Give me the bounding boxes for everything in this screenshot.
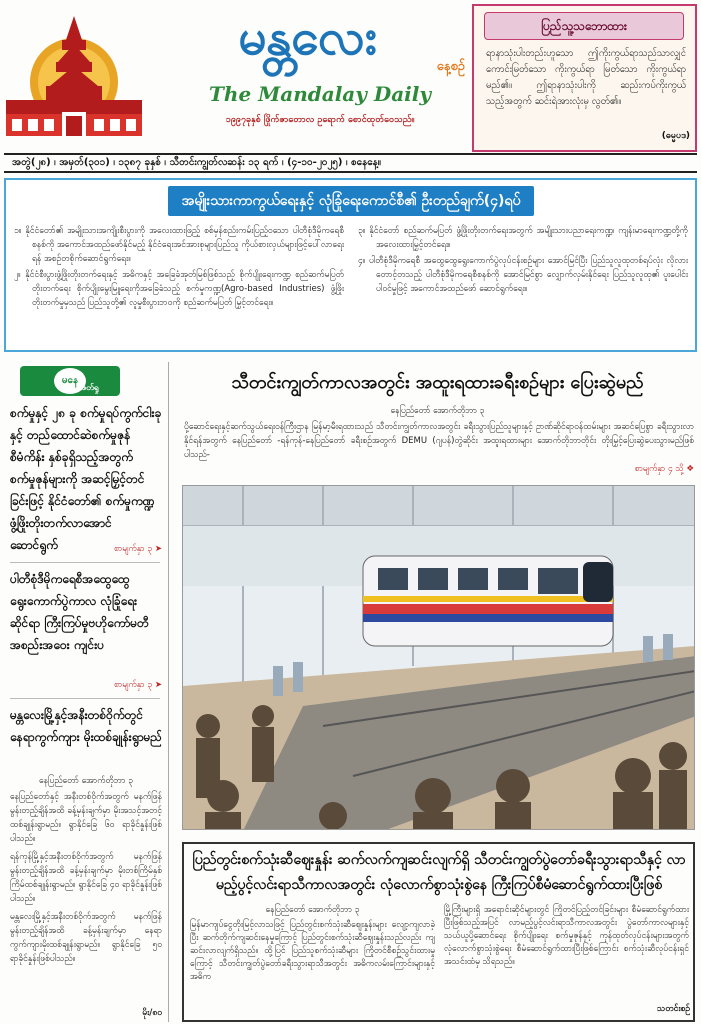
sidebar-divider (10, 562, 160, 563)
weather-paragraph: နေပြည်တော်နှင့် အနီးတစ်ဝိုက်အတွက် မနက်ဖြန်မွန်းတည့်ချိန်အထိ ခန့်မှန်းချက်မှာ မိုးအသင့်အတင့်ထစ်ချုန်းရွာမည်။ ရွာနိုင်ခြေ ၆၀ ရာခိုင်နှုန်းဖြစ်ပါသည်။ (10, 792, 162, 844)
sidebar-story-election: ပါတီစုံဒီမိုကရေစီအထွေထွေ ရွေးကောက်ပွဲကာလ လုံခြုံရေးဆိုင်ရာ ကြီးကြပ်မှုဗဟိုကော်မတီ အစည်းအဝေး ကျင်းပ (10, 572, 149, 652)
masthead-daily-label: နေ့စဉ် (436, 59, 465, 74)
objective-text: နိုင်ငံတော် စည်ဆက်မပြတ် ဖွံ့ဖြိုးတိုးတက်ရေးအတွက် အမျိုးသားပညာရေးကဏ္ဍ၊ ကျန်းမာရေးကဏ္ဍတို့ကို အလေးထားမြှင့်တင်ရေး။ (369, 226, 689, 250)
objective-number: ၃။ (358, 226, 366, 236)
mandalay-palace-logo (4, 4, 144, 144)
sidebar-story-election-more[interactable]: စာမျက်နှာ ၃ ➤ (114, 680, 162, 690)
fuel-price-story-body-1: မြန်မာကျပ်ငွေတိုးမြင့်လာသဖြင့် ပြည်တွင်းစက်သုံးဆီဈေးနှုန်းများ လျော့ကျလာခဲ့ပြီး ဆက်တိုက်ကျဆင်းနေမှုကြောင့် ပြည်တွင်းစက်သုံးဆီဈေးနှုန်းသည်လည်း ကျဆင်းလာလျက်ရှိသည်။ ထို့ပြင် ပြည်သူစက်သုံးဆီများ ကြိုတင်စီစဉ်သွင်းထားမှုကြောင့် သီတင်းကျွတ်ပွဲတော်ခရီးသွားရာသီအတွင်း အဓိကလမ်းကြောင်းများနှင့် အဓိက (190, 920, 435, 982)
sidebar-divider (10, 698, 160, 699)
sidebar-story-weather-byline: နေပြည်တော် အောက်တိုဘာ ၃ (39, 776, 133, 786)
sidebar-story-weather-sign: မိုး/၈၀ (142, 1008, 162, 1018)
masthead-english-title: The Mandalay Daily (209, 82, 431, 106)
sidebar-story-industry: စက်မှုနှင့် ၂၈ ခု စက်မှုရပ်ကွက်ငါးခုနှင့် တည်ထောင်ဆဲစက်မှုဇုန်စီမံကိန်း နှစ်ခုရှိသည့်အတွက် စက်မှုဇုန်များကို အဆင့်မြှင့်တင်ခြင်းဖြင့် နိုင်ငံတော်၏ စက်မှုကဏ္ဍ ဖွံ့ဖြိုးတိုးတက်လာအောင် ဆောင်ရွက် (10, 406, 162, 552)
train-story-more[interactable]: စာမျက်နှာ ၄ သို့ ❖ (634, 464, 694, 474)
objective-item (358, 254, 688, 296)
train-story-headline: သီတင်းကျွတ်ကာလအတွင်း အထူးရထားခရီးစဉ်များ ပြေးဆွဲမည် (231, 372, 644, 393)
objective-item (14, 224, 344, 266)
masthead-title: မန္တလေး (238, 7, 377, 66)
objective-number: ၄။ (358, 256, 366, 266)
peoples-desire-body: ရာနာသုံးပါးတည်းဟူသော ဤကိုးကွယ်ရာသည်သာလျှင် ကောင်းမြတ်သော ကိုးကွယ်ရာ မြတ်သော ကိုးကွယ်ရာမည်၏။ ဤရာနာသုံးပါးကို ဆည်းကပ်ကိုးကွယ်သည့်အတွက် ဆင်းရဲအားလုံးမှ လွတ်၏။ (486, 48, 686, 107)
train-story-byline: နေပြည်တော် အောက်တိုဘာ ၃ (390, 406, 485, 416)
weather-paragraph: ရန်ကုန်မြို့နှင့်အနီးတစ်ဝိုက်အတွက် မနက်ဖြန်မွန်းတည့်ချိန်အထိ ခန့်မှန်းချက်မှာ မိုးတစ်ကြိမ်နှစ်ကြိမ်ထစ်ချုန်းရွာမည်။ ရွာနိုင်ခြေ ၄၀ ရာခိုင်နှုန်းဖြစ်ပါသည်။ (10, 852, 162, 904)
objective-item (358, 224, 688, 252)
fuel-price-story-right-column (444, 904, 689, 1016)
fuel-price-story-left-column (190, 904, 435, 1016)
weather-paragraph: မန္တလေးမြို့နှင့်အနီးတစ်ဝိုက်အတွက် မနက်ဖြန်မွန်းတည့်ချိန်အထိ ခန့်မှန်းချက်မှာ နေရာကွက်ကျားမိုးထစ်ချုန်းရွာမည်။ ရွာနိုင်ခြေ ၅၀ ရာခိုင်နှုန်းဖြစ်ပါသည်။ (10, 912, 162, 964)
peoples-desire-heading: ပြည်သူ့သဘောထား (484, 12, 684, 40)
sidebar-story-industry-more[interactable]: စာမျက်နှာ ၃ ➤ (114, 544, 162, 554)
objective-text: နိုင်ငံစီးပွားဖွံ့ဖြိုးတိုးတက်ရေးနှင့် အဓိကနှင့် အခြေခံအုတ်မြစ်ဖြစ်သည့် စိုက်ပျိုးရေးကဏ္ဍ စည်ဆက်မပြတ်တိုးတက်ရေး စိုက်ပျိုးမွေးမြူရေးကိုအခြေခံသည့် စက်မှုကဏ္ဍ(Agro-based Industries) ဖွံ့ဖြိုးတိုးတက်မှုမှသည် ပြည်သူတို့၏ လူမှုစီးပွားဘဝကို စည်ဆက်မပြတ် မြှင့်တင်ရေး။ (25, 270, 345, 308)
issue-dateline: အတွဲ(၂၈) ၊ အမှတ်(၃၀၁) ၊ ၁၃၈၇ ခုနှစ် ၊ သီတင်းကျွတ်လဆန်း ၁၃ ရက် ၊ (၄-၁၀-၂၀၂၅) ၊ စနေနေ့။ (4, 153, 697, 173)
fuel-price-story-byline: နေပြည်တော် အောက်တိုဘာ ၃ (265, 905, 360, 915)
objectives-title: အမျိုးသားကာကွယ်ရေးနှင့် လုံခြုံရေးကောင်စီ၏ ဦးတည်ချက်(၄)ရပ် (168, 186, 534, 216)
fuel-price-story-headline: ပြည်တွင်းစက်သုံးဆီဈေးနှုန်း ဆက်လက်ကျဆင်းလျက်ရှိ သီတင်းကျွတ်ပွဲတော်ခရီးသွားရာသီနှင့် လာမည့်ပွင့်လင်းရာသီကာလအတွင်း လုံလောက်စွာသုံးစွဲနေ ကြီးကြပ်စီမံဆောင်ရွက်ထားပြီးဖြစ် (192, 852, 686, 893)
peoples-desire-source: (ဓမ္မပဒ) (661, 131, 690, 141)
objective-text: ပါတီစုံဒီမိုကရေစီ အထွေထွေရွေးကောက်ပွဲလုပ်ငန်းစဉ်များ အောင်မြင်ပြီး ပြည်သူလူထုတစ်ရပ်လုံး လိုလားတောင့်တသည့် ပါတီစုံဒီမိုကရေစီစနစ်ကို အောင်မြင်စွာ လျှောက်လှမ်းနိုင်ရေး ပြည်သူလူထု၏ ပူးပေါင်းပါဝင်မှုဖြင့် အကောင်အထည်ဖော် ဆောင်ရွက်ရေး။ (368, 256, 689, 294)
masthead-founded-line: ၁၉၉၇ခုနှစ် ဖြိုက်ဇာတောလ ဥရောက် စောင်ထုတ်ဝေသည်။ (225, 115, 415, 125)
fuel-price-story-body-2: မြို့ကြီးများရှိ အရောင်းဆိုင်များတွင် ကြိုတင်ပြည့်တင်ခြင်းများ စီမံဆောင်ရွက်ထားပြီးဖြစ်သည့်အပြင် လာမည့်ပွင့်လင်းရာသီကာလအတွင်း ပွဲတော်ကာလများနှင့် သယ်ယူပို့ဆောင်ရေး စိုက်ပျိုးရေး စက်မှုဇုန်နှင့် ကုန်ထုတ်လုပ်ငန်းများအတွက် လုံလောက်စွာသုံးစွဲရေး စီမံဆောင်ရွက်ထားပြီးဖြစ်ကြောင်း စက်သုံးဆီလုပ်ငန်းရှင်အသင်းထံမှ သိရသည်။ (444, 905, 689, 967)
sidebar-badge-label: ဖတ်ရှု (81, 383, 99, 392)
sidebar-badge-logo: မနေ (54, 368, 86, 394)
fuel-price-story-sign: သတင်းစဉ် (657, 1004, 690, 1014)
sidebar-story-weather-body (10, 790, 162, 1010)
objectives-right-column (358, 224, 688, 348)
objectives-left-column (14, 224, 344, 348)
objective-number: ၂။ (14, 270, 21, 280)
train-story-lead: ပို့ဆောင်ရေးနှင့်ဆက်သွယ်ရေးဝန်ကြီးဌာန မြန်မာ့မီးရထားသည် သီတင်းကျွတ်ကာလအတွင်း ခရီးသွားပြည်သူများနှင့် ဥာဏ်ဆိုင်ရာဝန်ထမ်းများ အဆင်ပြေစွာ ခရီးသွားလာနိုင်ရန်အတွက် နေပြည်တော် -ရန်ကုန်-နေပြည်တော် ခရီးစဉ်အတွက် DEMU (ဂျပန်)တွဲဆိုင်း အထူးရထားများ အောက်တိုဘာတိုင်း တိုးမြှင့်ပြေးဆွဲပေးသွားမည်ဖြစ်ပါသည်- (184, 422, 694, 460)
objective-item (14, 268, 344, 310)
train-station-photo (182, 485, 695, 830)
objective-text: နိုင်ငံတော်၏ အမျိုးသားအကျိုးစီးပွားကို အလေးထားဖြည့် စစ်မှန်စည်းကမ်းပြည့်ဝသော ပါတီစုံဒီမိုကရေစီစနစ်ကို အကောင်အထည်ဖော်နိုင်မည့် နိုင်ငံရေးအင်အားစုများပြည်သူ ကိုယ်စားလှယ်များဖြင့်ပေါ်လာရေးရန် အစဉ်တစိုက်ဆောင်ရွက်ရေး။ (25, 226, 345, 264)
sidebar-story-weather-headline: မန္တလေးမြို့နှင့်အနီးတစ်ဝိုက်တွင် နေရာကွက်ကျား မိုးထစ်ချုန်းရွာမည် (10, 708, 162, 744)
objective-number: ၁။ (14, 226, 22, 236)
